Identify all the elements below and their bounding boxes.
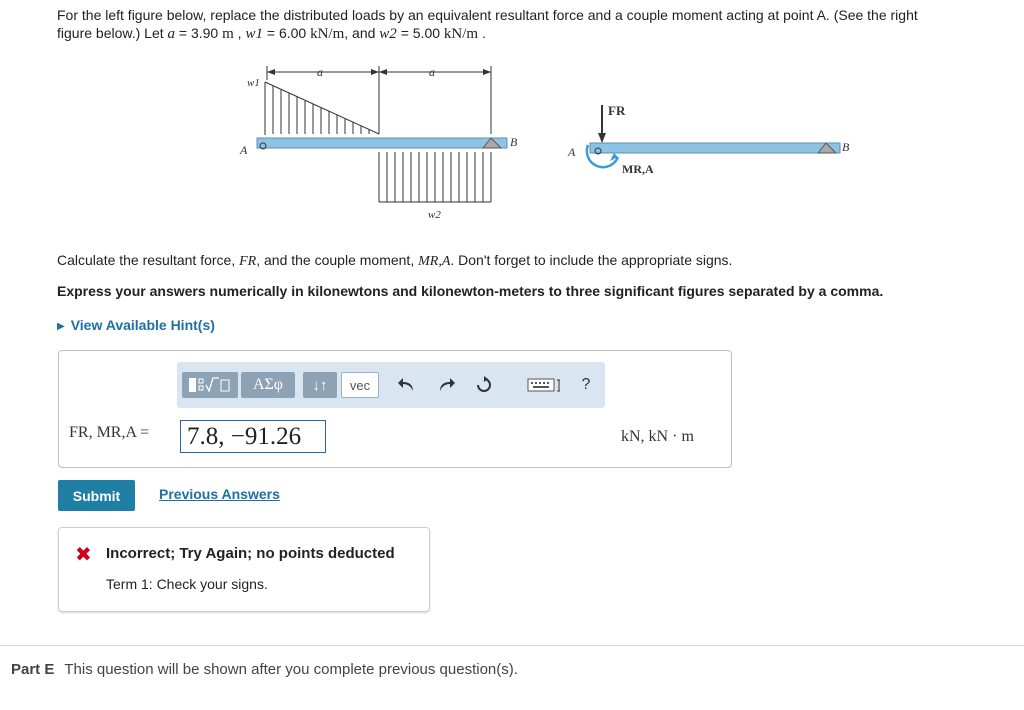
templates-icon bbox=[188, 376, 232, 394]
problem-line-2-prefix: figure below.) Let bbox=[57, 25, 164, 41]
unit-a: m bbox=[222, 26, 234, 42]
triangle-right-icon: ▶ bbox=[57, 321, 65, 332]
var-w1: w1 bbox=[245, 26, 263, 42]
help-button[interactable]: ? bbox=[581, 376, 591, 393]
undo-icon[interactable] bbox=[394, 373, 420, 397]
problem-line-2: figure below.) Let a = 3.90 m , w1 = 6.00 kN/m, and w2 = 5.00 kN/m . bbox=[57, 25, 486, 42]
unit-w2: kN/m bbox=[443, 26, 479, 42]
greek-symbols-button[interactable]: ΑΣφ bbox=[241, 372, 295, 398]
answer-units: kN, kN · m bbox=[621, 428, 694, 445]
section-divider bbox=[0, 645, 1024, 646]
conj-and: , and bbox=[344, 25, 376, 41]
feedback-panel bbox=[58, 527, 430, 612]
previous-answers-link[interactable]: Previous Answers bbox=[159, 486, 280, 502]
question-fr: FR bbox=[239, 254, 257, 269]
question-text bbox=[57, 252, 732, 270]
val-a: = 3.90 bbox=[178, 25, 219, 41]
w2-label: w2 bbox=[428, 209, 441, 221]
keyboard-icon[interactable] bbox=[525, 373, 565, 397]
question-suffix: . Don't forget to include the appropriate signs. bbox=[450, 252, 733, 268]
w1-load-arrows bbox=[273, 86, 369, 134]
feedback-detail: Term 1: Check your signs. bbox=[106, 576, 268, 592]
problem-statement bbox=[57, 6, 1007, 43]
view-hints-link[interactable] bbox=[57, 317, 215, 333]
var-a: a bbox=[167, 26, 176, 42]
answer-instruction: Express your answers numerically in kilonewtons and kilonewton-meters to three significant figures separated by a comma. bbox=[57, 283, 884, 299]
w1-label: w1 bbox=[247, 77, 260, 89]
right-A-label: A bbox=[568, 145, 576, 159]
error-x-icon: ✖ bbox=[75, 544, 92, 566]
math-toolbar bbox=[177, 362, 605, 408]
answer-label: FR, MR,A = bbox=[69, 424, 150, 441]
right-beam bbox=[590, 143, 840, 153]
left-figure bbox=[225, 62, 518, 232]
val-w2: = 5.00 bbox=[400, 25, 441, 41]
hints-label: View Available Hint(s) bbox=[70, 317, 215, 333]
right-B-label: B bbox=[842, 140, 850, 154]
unit-w1: kN/m bbox=[310, 26, 345, 42]
redo-icon[interactable] bbox=[433, 373, 459, 397]
reset-icon[interactable] bbox=[471, 373, 497, 397]
problem-end: . bbox=[481, 25, 486, 41]
part-e-text: This question will be shown after you complete previous question(s). bbox=[64, 661, 518, 678]
var-w2: w2 bbox=[379, 26, 397, 42]
MRA-label: MR,A bbox=[622, 162, 654, 176]
answer-input[interactable]: 7.8, −91.26 bbox=[180, 420, 326, 453]
problem-line-1: For the left figure below, replace the distributed loads by an equivalent resultant force and a couple moment acting at point A. (See the right bbox=[57, 7, 918, 23]
w2-load-arrows bbox=[387, 152, 483, 202]
val-w1: = 6.00 bbox=[266, 25, 307, 41]
left-beam bbox=[257, 138, 507, 148]
question-prefix: Calculate the resultant force, bbox=[57, 252, 236, 268]
vector-button[interactable]: vec bbox=[341, 372, 379, 398]
part-e-label: Part E bbox=[11, 661, 55, 678]
answer-panel bbox=[58, 350, 732, 468]
a-label-2: a bbox=[429, 65, 435, 79]
right-figure bbox=[560, 95, 860, 185]
FR-label: FR bbox=[608, 103, 626, 118]
feedback-title: Incorrect; Try Again; no points deducted bbox=[106, 545, 395, 562]
question-mid: , and the couple moment, bbox=[256, 252, 415, 268]
a-label-1: a bbox=[317, 65, 323, 79]
templates-button[interactable] bbox=[182, 372, 238, 398]
part-e-section bbox=[11, 661, 518, 678]
left-B-label: B bbox=[510, 135, 518, 149]
sort-arrows-button[interactable]: ↓↑ bbox=[303, 372, 337, 398]
submit-button[interactable]: Submit bbox=[58, 480, 135, 511]
left-A-label: A bbox=[240, 143, 248, 157]
question-mra: MR,A bbox=[418, 254, 451, 269]
